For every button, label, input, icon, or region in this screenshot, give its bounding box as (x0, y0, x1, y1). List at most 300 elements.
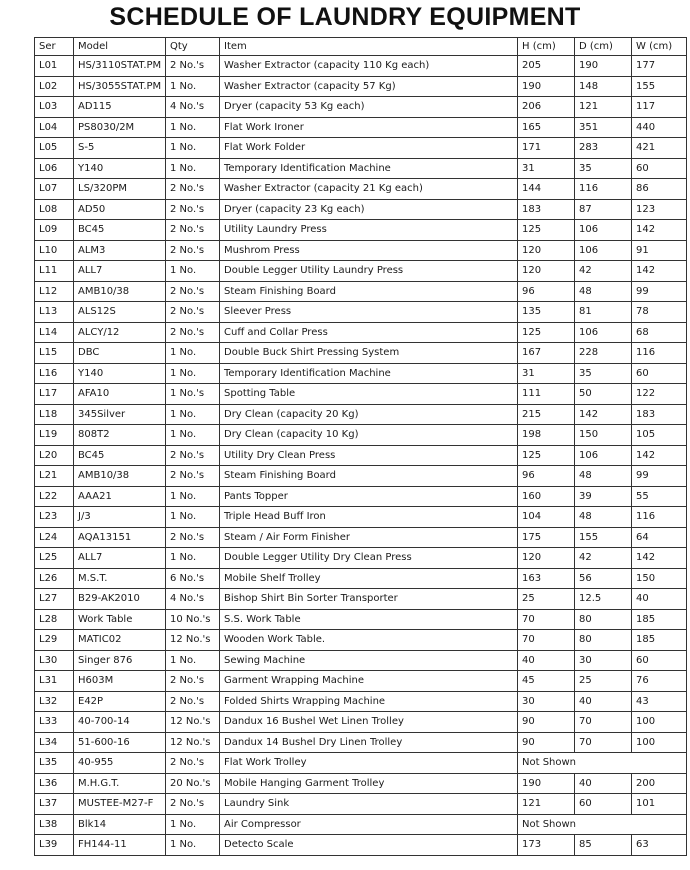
width-cell: 185 (632, 630, 687, 651)
qty-cell: 1 No. (166, 548, 220, 569)
width-cell: 183 (632, 404, 687, 425)
item-cell: Washer Extractor (capacity 110 Kg each) (220, 56, 518, 77)
ser-cell: L35 (35, 753, 74, 774)
qty-cell: 10 No.'s (166, 609, 220, 630)
width-cell: 185 (632, 609, 687, 630)
item-cell: Dryer (capacity 53 Kg each) (220, 97, 518, 118)
item-cell: Mobile Shelf Trolley (220, 568, 518, 589)
ser-cell: L08 (35, 199, 74, 220)
depth-cell: 25 (575, 671, 632, 692)
qty-cell: 1 No. (166, 76, 220, 97)
model-cell: ALL7 (74, 261, 166, 282)
table-row (35, 466, 687, 487)
width-cell: 76 (632, 671, 687, 692)
depth-cell: 60 (575, 794, 632, 815)
depth-cell: 42 (575, 548, 632, 569)
ser-cell: L27 (35, 589, 74, 610)
model-cell: M.H.G.T. (74, 773, 166, 794)
item-cell: Triple Head Buff Iron (220, 507, 518, 528)
qty-cell: 2 No.'s (166, 466, 220, 487)
column-header-ser: Ser (35, 38, 74, 56)
ser-cell: L07 (35, 179, 74, 200)
table-row (35, 507, 687, 528)
qty-cell: 1 No. (166, 138, 220, 159)
ser-cell: L31 (35, 671, 74, 692)
depth-cell: 40 (575, 773, 632, 794)
height-cell: 125 (518, 220, 575, 241)
table-row (35, 199, 687, 220)
ser-cell: L26 (35, 568, 74, 589)
item-cell: Steam / Air Form Finisher (220, 527, 518, 548)
height-cell: 215 (518, 404, 575, 425)
table-row (35, 261, 687, 282)
table-row (35, 425, 687, 446)
table-row (35, 630, 687, 651)
depth-cell: 70 (575, 712, 632, 733)
depth-cell: 35 (575, 158, 632, 179)
ser-cell: L09 (35, 220, 74, 241)
item-cell: Flat Work Trolley (220, 753, 518, 774)
depth-cell: 50 (575, 384, 632, 405)
qty-cell: 1 No.'s (166, 384, 220, 405)
height-cell: 40 (518, 650, 575, 671)
column-header-model: Model (74, 38, 166, 56)
page-title: SCHEDULE OF LAUNDRY EQUIPMENT (109, 3, 581, 31)
table-row (35, 404, 687, 425)
table-row (35, 732, 687, 753)
ser-cell: L18 (35, 404, 74, 425)
model-cell: HS/3055STAT.PM (74, 76, 166, 97)
height-cell: 121 (518, 794, 575, 815)
width-cell: 101 (632, 794, 687, 815)
width-cell: 123 (632, 199, 687, 220)
model-cell: ALS12S (74, 302, 166, 323)
width-cell: 64 (632, 527, 687, 548)
depth-cell: 40 (575, 691, 632, 712)
qty-cell: 2 No.'s (166, 281, 220, 302)
item-cell: Dry Clean (capacity 20 Kg) (220, 404, 518, 425)
column-header-height: H (cm) (518, 38, 575, 56)
qty-cell: 1 No. (166, 363, 220, 384)
table-row (35, 773, 687, 794)
depth-cell: 80 (575, 609, 632, 630)
table-row (35, 568, 687, 589)
item-cell: Steam Finishing Board (220, 281, 518, 302)
equipment-schedule-table (34, 37, 687, 856)
height-cell: 171 (518, 138, 575, 159)
ser-cell: L02 (35, 76, 74, 97)
model-cell: PS8030/2M (74, 117, 166, 138)
depth-cell: 116 (575, 179, 632, 200)
ser-cell: L29 (35, 630, 74, 651)
item-cell: Flat Work Folder (220, 138, 518, 159)
table-row (35, 445, 687, 466)
ser-cell: L22 (35, 486, 74, 507)
dimensions-not-shown-cell: Not Shown (518, 753, 687, 774)
item-cell: Folded Shirts Wrapping Machine (220, 691, 518, 712)
depth-cell: 48 (575, 507, 632, 528)
depth-cell: 70 (575, 732, 632, 753)
height-cell: 96 (518, 466, 575, 487)
table-row (35, 240, 687, 261)
height-cell: 135 (518, 302, 575, 323)
qty-cell: 2 No.'s (166, 527, 220, 548)
qty-cell: 2 No.'s (166, 302, 220, 323)
ser-cell: L04 (35, 117, 74, 138)
table-row (35, 281, 687, 302)
height-cell: 30 (518, 691, 575, 712)
width-cell: 150 (632, 568, 687, 589)
model-cell: DBC (74, 343, 166, 364)
item-cell: Utility Laundry Press (220, 220, 518, 241)
width-cell: 122 (632, 384, 687, 405)
qty-cell: 1 No. (166, 158, 220, 179)
table-header-row (35, 38, 687, 56)
width-cell: 60 (632, 363, 687, 384)
depth-cell: 351 (575, 117, 632, 138)
table-row (35, 486, 687, 507)
ser-cell: L25 (35, 548, 74, 569)
ser-cell: L15 (35, 343, 74, 364)
depth-cell: 48 (575, 281, 632, 302)
height-cell: 120 (518, 548, 575, 569)
height-cell: 205 (518, 56, 575, 77)
width-cell: 68 (632, 322, 687, 343)
depth-cell: 42 (575, 261, 632, 282)
depth-cell: 106 (575, 322, 632, 343)
dimensions-not-shown-cell: Not Shown (518, 814, 687, 835)
item-cell: Dryer (capacity 23 Kg each) (220, 199, 518, 220)
height-cell: 31 (518, 158, 575, 179)
item-cell: Air Compressor (220, 814, 518, 835)
ser-cell: L11 (35, 261, 74, 282)
depth-cell: 142 (575, 404, 632, 425)
ser-cell: L21 (35, 466, 74, 487)
item-cell: Spotting Table (220, 384, 518, 405)
height-cell: 25 (518, 589, 575, 610)
depth-cell: 39 (575, 486, 632, 507)
height-cell: 111 (518, 384, 575, 405)
width-cell: 43 (632, 691, 687, 712)
width-cell: 55 (632, 486, 687, 507)
model-cell: ALL7 (74, 548, 166, 569)
table-row (35, 384, 687, 405)
qty-cell: 2 No.'s (166, 794, 220, 815)
model-cell: BC45 (74, 220, 166, 241)
depth-cell: 106 (575, 445, 632, 466)
width-cell: 155 (632, 76, 687, 97)
depth-cell: 155 (575, 527, 632, 548)
ser-cell: L14 (35, 322, 74, 343)
qty-cell: 12 No.'s (166, 712, 220, 733)
item-cell: Washer Extractor (capacity 57 Kg) (220, 76, 518, 97)
item-cell: Sewing Machine (220, 650, 518, 671)
column-header-depth: D (cm) (575, 38, 632, 56)
ser-cell: L03 (35, 97, 74, 118)
depth-cell: 106 (575, 240, 632, 261)
height-cell: 173 (518, 835, 575, 856)
model-cell: AD50 (74, 199, 166, 220)
model-cell: FH144-11 (74, 835, 166, 856)
width-cell: 116 (632, 343, 687, 364)
item-cell: Dandux 14 Bushel Dry Linen Trolley (220, 732, 518, 753)
qty-cell: 2 No.'s (166, 445, 220, 466)
model-cell: ALCY/12 (74, 322, 166, 343)
ser-cell: L33 (35, 712, 74, 733)
depth-cell: 35 (575, 363, 632, 384)
ser-cell: L19 (35, 425, 74, 446)
height-cell: 120 (518, 261, 575, 282)
width-cell: 142 (632, 220, 687, 241)
width-cell: 91 (632, 240, 687, 261)
depth-cell: 228 (575, 343, 632, 364)
depth-cell: 85 (575, 835, 632, 856)
qty-cell: 2 No.'s (166, 179, 220, 200)
qty-cell: 1 No. (166, 486, 220, 507)
depth-cell: 80 (575, 630, 632, 651)
qty-cell: 1 No. (166, 117, 220, 138)
model-cell: AMB10/38 (74, 466, 166, 487)
depth-cell: 12.5 (575, 589, 632, 610)
ser-cell: L37 (35, 794, 74, 815)
table-row (35, 753, 687, 774)
width-cell: 142 (632, 445, 687, 466)
item-cell: Mobile Hanging Garment Trolley (220, 773, 518, 794)
qty-cell: 2 No.'s (166, 199, 220, 220)
width-cell: 100 (632, 732, 687, 753)
item-cell: Pants Topper (220, 486, 518, 507)
ser-cell: L39 (35, 835, 74, 856)
table-row (35, 671, 687, 692)
table-row (35, 76, 687, 97)
height-cell: 70 (518, 609, 575, 630)
height-cell: 165 (518, 117, 575, 138)
model-cell: AFA10 (74, 384, 166, 405)
qty-cell: 2 No.'s (166, 220, 220, 241)
item-cell: Temporary Identification Machine (220, 158, 518, 179)
item-cell: Steam Finishing Board (220, 466, 518, 487)
model-cell: M.S.T. (74, 568, 166, 589)
height-cell: 163 (518, 568, 575, 589)
depth-cell: 87 (575, 199, 632, 220)
width-cell: 200 (632, 773, 687, 794)
qty-cell: 6 No.'s (166, 568, 220, 589)
depth-cell: 48 (575, 466, 632, 487)
item-cell: Cuff and Collar Press (220, 322, 518, 343)
qty-cell: 1 No. (166, 425, 220, 446)
item-cell: Washer Extractor (capacity 21 Kg each) (220, 179, 518, 200)
model-cell: MATIC02 (74, 630, 166, 651)
ser-cell: L10 (35, 240, 74, 261)
qty-cell: 1 No. (166, 814, 220, 835)
model-cell: MUSTEE-M27-F (74, 794, 166, 815)
model-cell: Singer 876 (74, 650, 166, 671)
table-row (35, 650, 687, 671)
model-cell: S-5 (74, 138, 166, 159)
qty-cell: 12 No.'s (166, 630, 220, 651)
item-cell: Utility Dry Clean Press (220, 445, 518, 466)
model-cell: Y140 (74, 363, 166, 384)
depth-cell: 283 (575, 138, 632, 159)
width-cell: 177 (632, 56, 687, 77)
width-cell: 40 (632, 589, 687, 610)
qty-cell: 1 No. (166, 261, 220, 282)
model-cell: AMB10/38 (74, 281, 166, 302)
qty-cell: 2 No.'s (166, 753, 220, 774)
depth-cell: 81 (575, 302, 632, 323)
column-header-item: Item (220, 38, 518, 56)
height-cell: 90 (518, 712, 575, 733)
ser-cell: L16 (35, 363, 74, 384)
height-cell: 96 (518, 281, 575, 302)
table-row (35, 117, 687, 138)
table-row (35, 835, 687, 856)
item-cell: Detecto Scale (220, 835, 518, 856)
ser-cell: L12 (35, 281, 74, 302)
qty-cell: 2 No.'s (166, 671, 220, 692)
model-cell: B29-AK2010 (74, 589, 166, 610)
table-row (35, 548, 687, 569)
item-cell: Double Buck Shirt Pressing System (220, 343, 518, 364)
height-cell: 104 (518, 507, 575, 528)
table-row (35, 609, 687, 630)
width-cell: 63 (632, 835, 687, 856)
qty-cell: 2 No.'s (166, 56, 220, 77)
table-row (35, 589, 687, 610)
table-row (35, 343, 687, 364)
model-cell: AQA13151 (74, 527, 166, 548)
column-header-qty: Qty (166, 38, 220, 56)
item-cell: S.S. Work Table (220, 609, 518, 630)
table-row (35, 363, 687, 384)
depth-cell: 121 (575, 97, 632, 118)
item-cell: Garment Wrapping Machine (220, 671, 518, 692)
height-cell: 90 (518, 732, 575, 753)
model-cell: HS/3110STAT.PM (74, 56, 166, 77)
model-cell: 40-955 (74, 753, 166, 774)
height-cell: 160 (518, 486, 575, 507)
height-cell: 206 (518, 97, 575, 118)
model-cell: Y140 (74, 158, 166, 179)
model-cell: ALM3 (74, 240, 166, 261)
model-cell: Work Table (74, 609, 166, 630)
table-row (35, 814, 687, 835)
qty-cell: 4 No.'s (166, 97, 220, 118)
qty-cell: 2 No.'s (166, 322, 220, 343)
ser-cell: L28 (35, 609, 74, 630)
model-cell: H603M (74, 671, 166, 692)
model-cell: AAA21 (74, 486, 166, 507)
ser-cell: L05 (35, 138, 74, 159)
model-cell: 808T2 (74, 425, 166, 446)
depth-cell: 190 (575, 56, 632, 77)
height-cell: 31 (518, 363, 575, 384)
qty-cell: 1 No. (166, 507, 220, 528)
height-cell: 125 (518, 445, 575, 466)
width-cell: 78 (632, 302, 687, 323)
item-cell: Double Legger Utility Dry Clean Press (220, 548, 518, 569)
item-cell: Flat Work Ironer (220, 117, 518, 138)
model-cell: BC45 (74, 445, 166, 466)
ser-cell: L06 (35, 158, 74, 179)
table-body (35, 56, 687, 856)
model-cell: AD115 (74, 97, 166, 118)
item-cell: Dandux 16 Bushel Wet Linen Trolley (220, 712, 518, 733)
ser-cell: L20 (35, 445, 74, 466)
model-cell: 345Silver (74, 404, 166, 425)
width-cell: 105 (632, 425, 687, 446)
width-cell: 60 (632, 158, 687, 179)
qty-cell: 2 No.'s (166, 691, 220, 712)
width-cell: 100 (632, 712, 687, 733)
table-row (35, 691, 687, 712)
model-cell: Blk14 (74, 814, 166, 835)
width-cell: 99 (632, 466, 687, 487)
item-cell: Dry Clean (capacity 10 Kg) (220, 425, 518, 446)
width-cell: 440 (632, 117, 687, 138)
table-row (35, 138, 687, 159)
table-row (35, 527, 687, 548)
height-cell: 45 (518, 671, 575, 692)
qty-cell: 2 No.'s (166, 240, 220, 261)
ser-cell: L30 (35, 650, 74, 671)
width-cell: 86 (632, 179, 687, 200)
ser-cell: L23 (35, 507, 74, 528)
width-cell: 142 (632, 548, 687, 569)
ser-cell: L32 (35, 691, 74, 712)
table-row (35, 97, 687, 118)
depth-cell: 106 (575, 220, 632, 241)
table-row (35, 794, 687, 815)
qty-cell: 1 No. (166, 404, 220, 425)
width-cell: 99 (632, 281, 687, 302)
item-cell: Temporary Identification Machine (220, 363, 518, 384)
height-cell: 125 (518, 322, 575, 343)
model-cell: LS/320PM (74, 179, 166, 200)
width-cell: 60 (632, 650, 687, 671)
table-row (35, 56, 687, 77)
depth-cell: 150 (575, 425, 632, 446)
qty-cell: 4 No.'s (166, 589, 220, 610)
model-cell: 40-700-14 (74, 712, 166, 733)
item-cell: Bishop Shirt Bin Sorter Transporter (220, 589, 518, 610)
model-cell: 51-600-16 (74, 732, 166, 753)
width-cell: 421 (632, 138, 687, 159)
width-cell: 116 (632, 507, 687, 528)
depth-cell: 30 (575, 650, 632, 671)
item-cell: Mushrom Press (220, 240, 518, 261)
column-header-width: W (cm) (632, 38, 687, 56)
ser-cell: L01 (35, 56, 74, 77)
qty-cell: 12 No.'s (166, 732, 220, 753)
height-cell: 190 (518, 76, 575, 97)
ser-cell: L34 (35, 732, 74, 753)
item-cell: Sleever Press (220, 302, 518, 323)
height-cell: 175 (518, 527, 575, 548)
ser-cell: L13 (35, 302, 74, 323)
table-row (35, 158, 687, 179)
item-cell: Laundry Sink (220, 794, 518, 815)
model-cell: E42P (74, 691, 166, 712)
height-cell: 120 (518, 240, 575, 261)
depth-cell: 56 (575, 568, 632, 589)
width-cell: 117 (632, 97, 687, 118)
height-cell: 183 (518, 199, 575, 220)
height-cell: 144 (518, 179, 575, 200)
ser-cell: L17 (35, 384, 74, 405)
height-cell: 70 (518, 630, 575, 651)
item-cell: Double Legger Utility Laundry Press (220, 261, 518, 282)
